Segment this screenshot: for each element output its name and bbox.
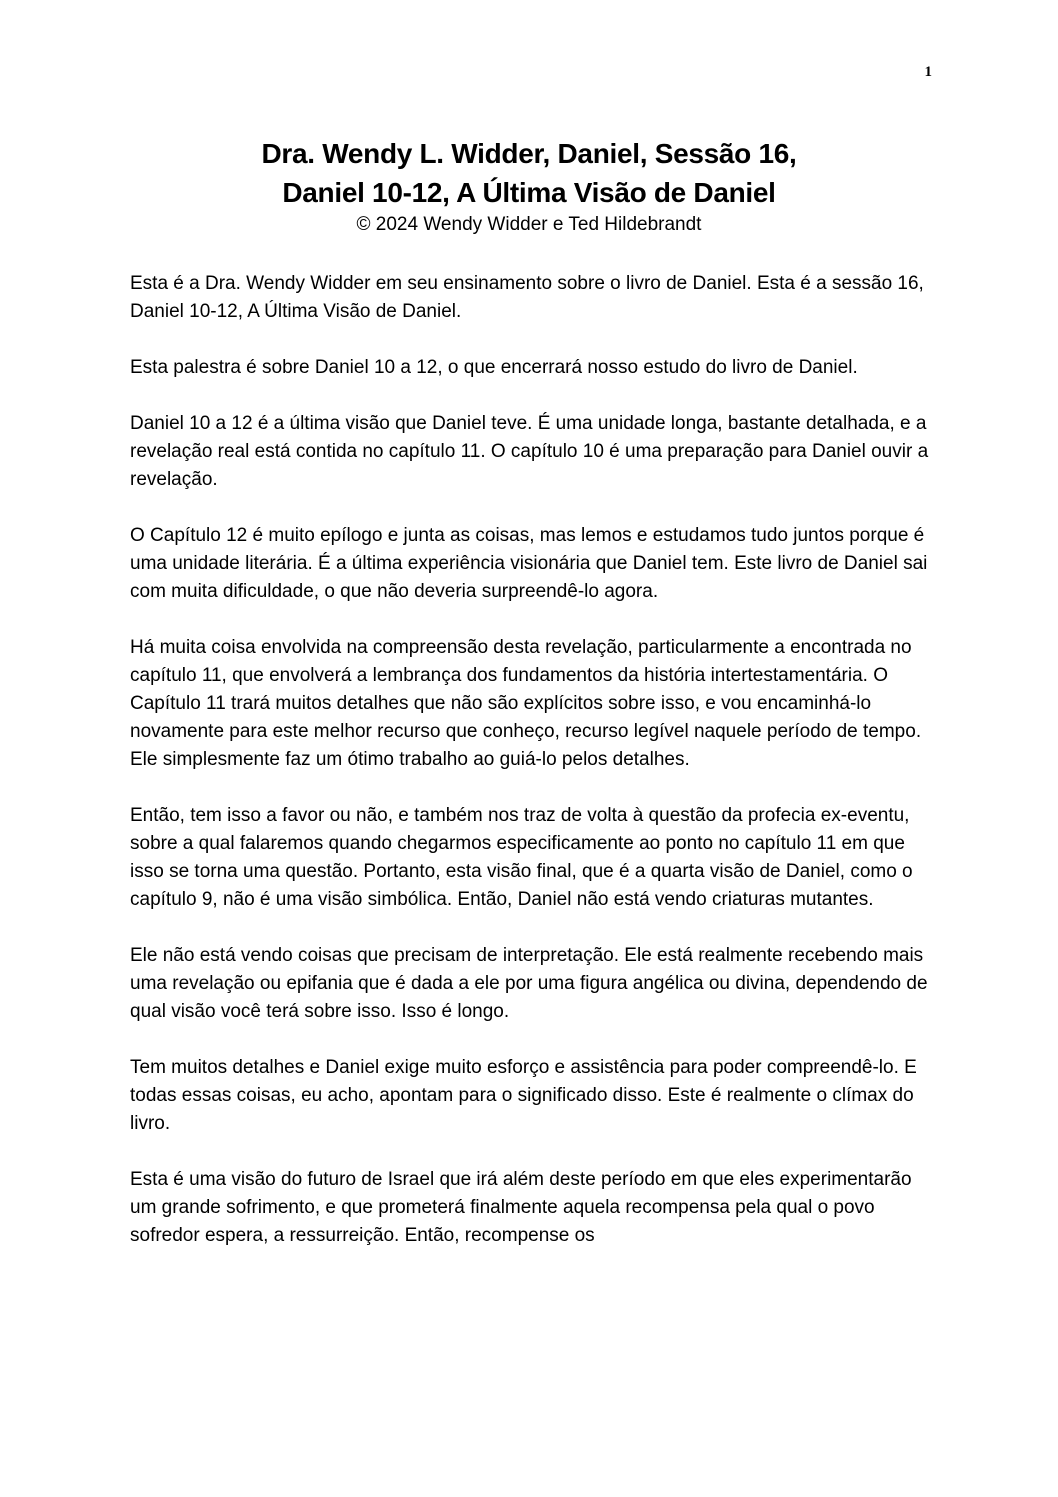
document-header: [0, 134, 1058, 238]
paragraph: Então, tem isso a favor ou não, e também nos traz de volta à questão da profecia ex-eventu, sobre a qual falaremos quando chegarmos especificamente ao ponto no capítulo 11 em que isso se torna uma questão. Portanto, esta visão final, que é a quarta visão de Daniel, como o capítulo 9, não é uma visão simbólica. Então, Daniel não está vendo criaturas mutantes.: [130, 805, 913, 910]
document-body: [130, 270, 930, 1278]
paragraph: Daniel 10 a 12 é a última visão que Daniel teve. É uma unidade longa, bastante detalhada, e a revelação real está contida no capítulo 11. O capítulo 10 é uma preparação para Daniel ouvir a revelação.: [130, 413, 929, 490]
paragraph: Esta palestra é sobre Daniel 10 a 12, o que encerrará nosso estudo do livro de Daniel.: [130, 357, 858, 378]
copyright-notice: © 2024 Wendy Widder e Ted Hildebrandt: [356, 214, 702, 235]
paragraph: Esta é uma visão do futuro de Israel que irá além deste período em que eles experimentarão um grande sofrimento, e que prometerá finalmente aquela recompensa pela qual o povo sofredor espera, a ressurreição. Então, recompense os: [130, 1169, 912, 1246]
paragraph: Esta é a Dra. Wendy Widder em seu ensinamento sobre o livro de Daniel. Esta é a sessão 16, Daniel 10-12, A Última Visão de Daniel.: [130, 273, 924, 322]
paragraph: Há muita coisa envolvida na compreensão desta revelação, particularmente a encontrada no capítulo 11, que envolverá a lembrança dos fundamentos da história intertestamentária. O Capítulo 11 trará muitos detalhes que não são explícitos sobre isso, e vou encaminhá-lo novamente para este melhor recurso que conheço, recurso legível naquele período de tempo. Ele simplesmente faz um ótimo trabalho ao guiá-lo pelos detalhes.: [130, 637, 922, 770]
paragraph: Ele não está vendo coisas que precisam de interpretação. Ele está realmente recebendo mais uma revelação ou epifania que é dada a ele por uma figura angélica ou divina, dependendo de qual visão você terá sobre isso. Isso é longo.: [130, 945, 928, 1022]
document-title-line-1: Dra. Wendy L. Widder, Daniel, Sessão 16,: [261, 138, 797, 169]
paragraph: Tem muitos detalhes e Daniel exige muito esforço e assistência para poder compreendê-lo. E todas essas coisas, eu acho, apontam para o significado disso. Este é realmente o clímax do livro.: [130, 1057, 917, 1134]
document-title-line-2: Daniel 10-12, A Última Visão de Daniel: [282, 177, 776, 208]
paragraph: O Capítulo 12 é muito epílogo e junta as coisas, mas lemos e estudamos tudo juntos porque é uma unidade literária. É a última experiência visionária que Daniel tem. Este livro de Daniel sai com muita dificuldade, o que não deveria surpreendê-lo agora.: [130, 525, 928, 602]
page-number: 1: [924, 64, 932, 80]
